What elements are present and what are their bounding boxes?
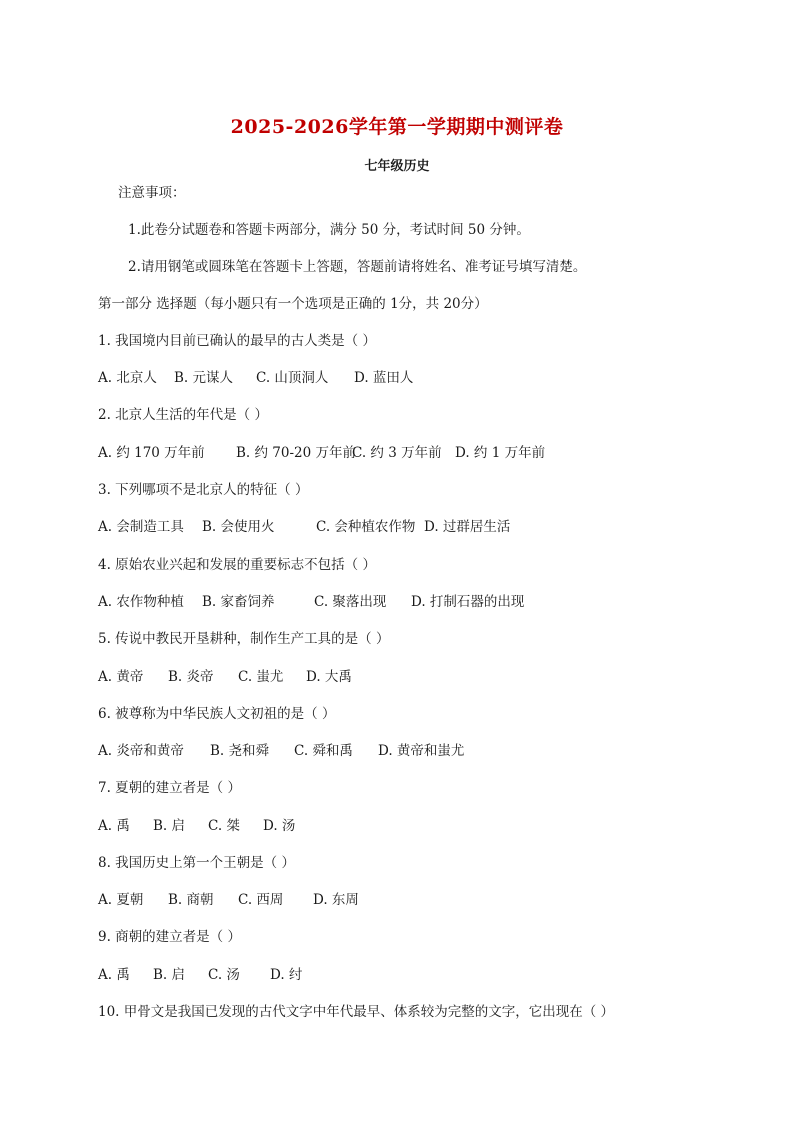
question-10: 10. 甲骨文是我国已发现的古代文字中年代最早、体系较为完整的文字，它出现在（ ） <box>98 1004 615 1020</box>
option-b: B. 启 <box>153 967 186 983</box>
option-a: A. 北京人 <box>98 370 157 386</box>
notes-heading: 注意事项： <box>118 185 186 201</box>
option-c: C. 约 3 万年前 <box>352 445 442 461</box>
option-a: A. 约 170 万年前 <box>98 445 205 461</box>
option-d: D. 汤 <box>263 818 296 834</box>
option-d: D. 纣 <box>270 967 303 983</box>
question-3: 3. 下列哪项不是北京人的特征（ ） <box>98 482 309 498</box>
option-c: C. 舜和禹 <box>294 743 353 759</box>
options-8 <box>98 890 359 910</box>
option-d: D. 黄帝和蚩尤 <box>378 743 465 759</box>
option-a: A. 农作物种植 <box>98 594 184 610</box>
question-9: 9. 商朝的建立者是（ ） <box>98 929 241 945</box>
question-7: 7. 夏朝的建立者是（ ） <box>98 780 241 796</box>
option-b: B. 尧和舜 <box>210 743 270 759</box>
options-1 <box>98 368 413 388</box>
option-c: C. 蚩尤 <box>238 669 284 685</box>
option-d: D. 约 1 万年前 <box>455 445 546 461</box>
option-b: B. 启 <box>153 818 186 834</box>
option-d: D. 东周 <box>313 892 359 908</box>
option-d: D. 过群居生活 <box>424 519 511 535</box>
option-b: B. 会使用火 <box>202 519 275 535</box>
section-heading: 第一部分 选择题（每小题只有一个选项是正确的 1分，共 20分） <box>98 296 488 312</box>
exam-subtitle: 七年级历史 <box>364 159 430 174</box>
options-5 <box>98 667 352 687</box>
note-item-2: 2.请用钢笔或圆珠笔在答题卡上答题，答题前请将姓名、准考证号填写清楚。 <box>128 259 587 275</box>
options-4 <box>98 592 524 612</box>
option-a: A. 夏朝 <box>98 892 144 908</box>
option-b: B. 约 70-20 万年前 <box>236 445 357 461</box>
options-9 <box>98 965 302 985</box>
question-4: 4. 原始农业兴起和发展的重要标志不包括（ ） <box>98 557 376 573</box>
option-c: C. 汤 <box>208 967 240 983</box>
option-b: B. 家畜饲养 <box>202 594 275 610</box>
option-c: C. 西周 <box>238 892 284 908</box>
question-2: 2. 北京人生活的年代是（ ） <box>98 407 268 423</box>
question-8: 8. 我国历史上第一个王朝是（ ） <box>98 855 295 871</box>
options-2 <box>98 443 545 463</box>
option-a: A. 黄帝 <box>98 669 144 685</box>
question-1: 1. 我国境内目前已确认的最早的古人类是（ ） <box>98 333 376 349</box>
note-item-1: 1.此卷分试题卷和答题卡两部分，满分 50 分，考试时间 50 分钟。 <box>128 222 530 238</box>
option-b: B. 商朝 <box>168 892 214 908</box>
option-c: C. 山顶洞人 <box>256 370 329 386</box>
option-d: D. 大禹 <box>306 669 352 685</box>
option-b: B. 元谋人 <box>174 370 234 386</box>
option-a: A. 会制造工具 <box>98 519 184 535</box>
option-a: A. 炎帝和黄帝 <box>98 743 184 759</box>
option-c: C. 会种植农作物 <box>316 519 416 535</box>
option-d: D. 打制石器的出现 <box>411 594 525 610</box>
options-3 <box>98 517 510 537</box>
question-5: 5. 传说中教民开垦耕种，制作生产工具的是（ ） <box>98 631 390 647</box>
option-a: A. 禹 <box>98 967 130 983</box>
option-c: C. 聚落出现 <box>314 594 387 610</box>
option-c: C. 桀 <box>208 818 240 834</box>
options-7 <box>98 816 295 836</box>
options-6 <box>98 741 464 761</box>
exam-title: 2025-2026学年第一学期期中测评卷 <box>230 116 564 138</box>
question-6: 6. 被尊称为中华民族人文初祖的是（ ） <box>98 706 336 722</box>
option-a: A. 禹 <box>98 818 130 834</box>
option-b: B. 炎帝 <box>168 669 214 685</box>
option-d: D. 蓝田人 <box>354 370 414 386</box>
